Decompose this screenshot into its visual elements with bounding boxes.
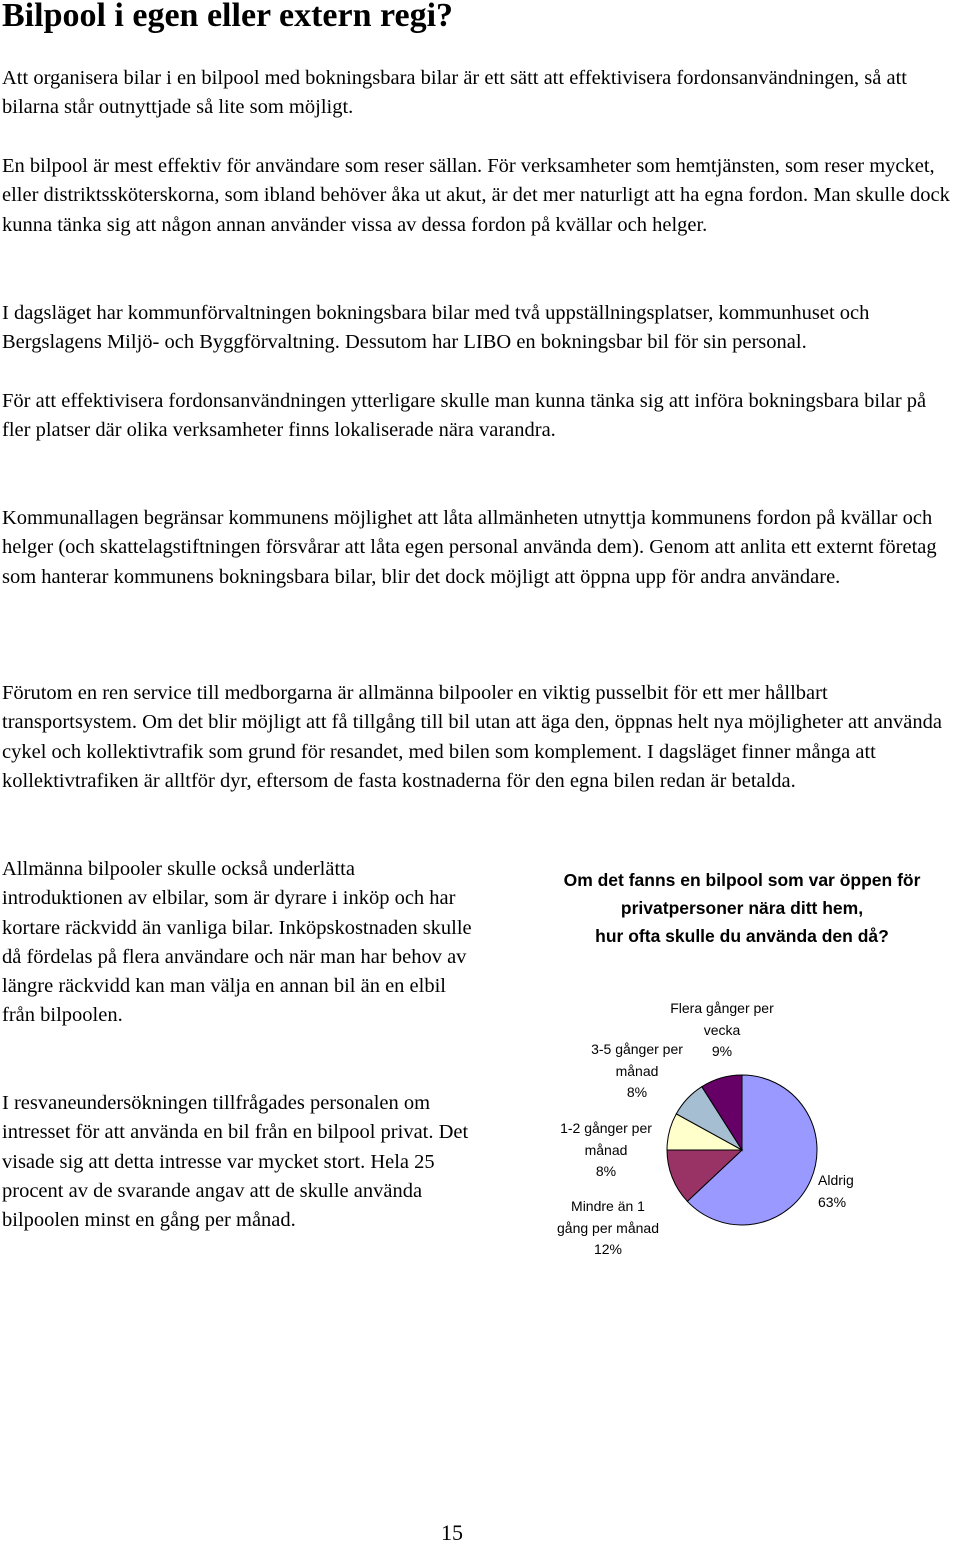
pie-label-text: vecka (703, 1021, 741, 1038)
pie-label-percent: 8% (595, 1163, 617, 1179)
paragraph-electric-cars: Allmänna bilpooler skulle också underlätta introduktionen av elbilar, som är dyrare i inköp och har kortare räckvidd än vanliga bilar. Inköpskostnaden skulle då fördelas på flera användare och när man har behov av längre räckvidd kan man välja en annan bil än en elbil från bilpoolen. (2, 858, 472, 1027)
pie-label-percent: 8% (626, 1084, 648, 1100)
pie-label-text: månad (584, 1141, 628, 1158)
paragraph-survey: I resvaneundersökningen tillfrågades personalen om intresset för att använda en bil från en bilpool privat. Det visade sig att detta intresse var mycket stort. Hela 25 procent av de svarande angav att de skulle använda bilpoolen minst en gång per månad. (2, 1092, 469, 1232)
chart-title-line: hur ofta skulle du använda den då? (595, 926, 889, 946)
pie-label-percent: 63% (818, 1193, 847, 1210)
pie-label-aldrig (818, 1170, 854, 1213)
pie-label-text: 3-5 gånger per (591, 1041, 683, 1057)
pie-label-text: gång per månad (557, 1219, 659, 1236)
pie-label-percent: 12% (593, 1241, 623, 1257)
pie-label-1-2-per-month (546, 1118, 666, 1183)
paragraph-current-state: I dagsläget har kommunförvaltningen bokningsbara bilar med två uppställningsplatser, kommunhuset och Bergslagens Miljö- och Byggförvaltning. Dessutom har LIBO en bokningsbar bil för sin personal. (2, 302, 870, 354)
chart-title-line: Om det fanns en bilpool som var öppen för (563, 870, 921, 890)
paragraph-sustainability: Förutom en ren service till medborgarna är allmänna bilpooler en viktig pusselbit för ett mer hållbart transportsystem. Om det blir möjligt att få tillgång till bil utan att äga den, öppnas helt nya möjligheter att använda cykel och kollektivtrafik som grund för resandet, med bilen som komplement. I dagsläget finner många att kollektivtrafiken är alltför dyr, eftersom de fasta kostnaderna för den egna bilen redan är betalda. (2, 682, 942, 792)
chart-title-line: privatpersoner nära ditt hem, (620, 898, 864, 918)
pie-label-percent: 9% (711, 1043, 733, 1059)
pie-label-text: månad (615, 1062, 659, 1079)
pie-label-text: Flera gånger per (670, 1000, 774, 1016)
page-number: 15 (441, 1520, 463, 1545)
page-title: Bilpool i egen eller extern regi? (2, 0, 454, 34)
pie-label-text: Aldrig (818, 1172, 854, 1188)
paragraph-intro: Att organisera bilar i en bilpool med bokningsbara bilar är ett sätt att effektivisera fordonsanvändningen, så att bilarna står outnyttjade så lite som möjligt. (2, 67, 907, 119)
paragraph-efficiency: En bilpool är mest effektiv för användare som reser sällan. För verksamheter som hemtjänsten, som reser mycket, eller distriktssköterskorna, som ibland behöver åka ut akut, är det mer naturligt att ha egna fordon. Man skulle dock kunna tänka sig att någon annan använder vissa av dessa fordon på kvällar och helger. (2, 155, 950, 236)
paragraph-municipal-law: Kommunallagen begränsar kommunens möjlighet att låta allmänheten utnyttja kommunens fordon på kvällar och helger (och skattelagstiftningen försvårar att låta egen personal använda dem). Genom att anlita ett externt företag som hanterar kommunens bokningsbara bilar, blir det dock möjligt att öppna upp för andra användare. (2, 507, 937, 588)
pie-label-less-than-once (548, 1196, 668, 1261)
paragraph-more-locations: För att effektivisera fordonsanvändningen ytterligare skulle man kunna tänka sig att införa bokningsbara bilar på fler platser där olika verksamheter finns lokaliserade nära varandra. (2, 390, 927, 442)
pie-label-text: 1-2 gånger per (560, 1120, 652, 1136)
pie-label-several-per-week (658, 998, 786, 1063)
pie-label-text: Mindre än 1 (571, 1198, 645, 1214)
